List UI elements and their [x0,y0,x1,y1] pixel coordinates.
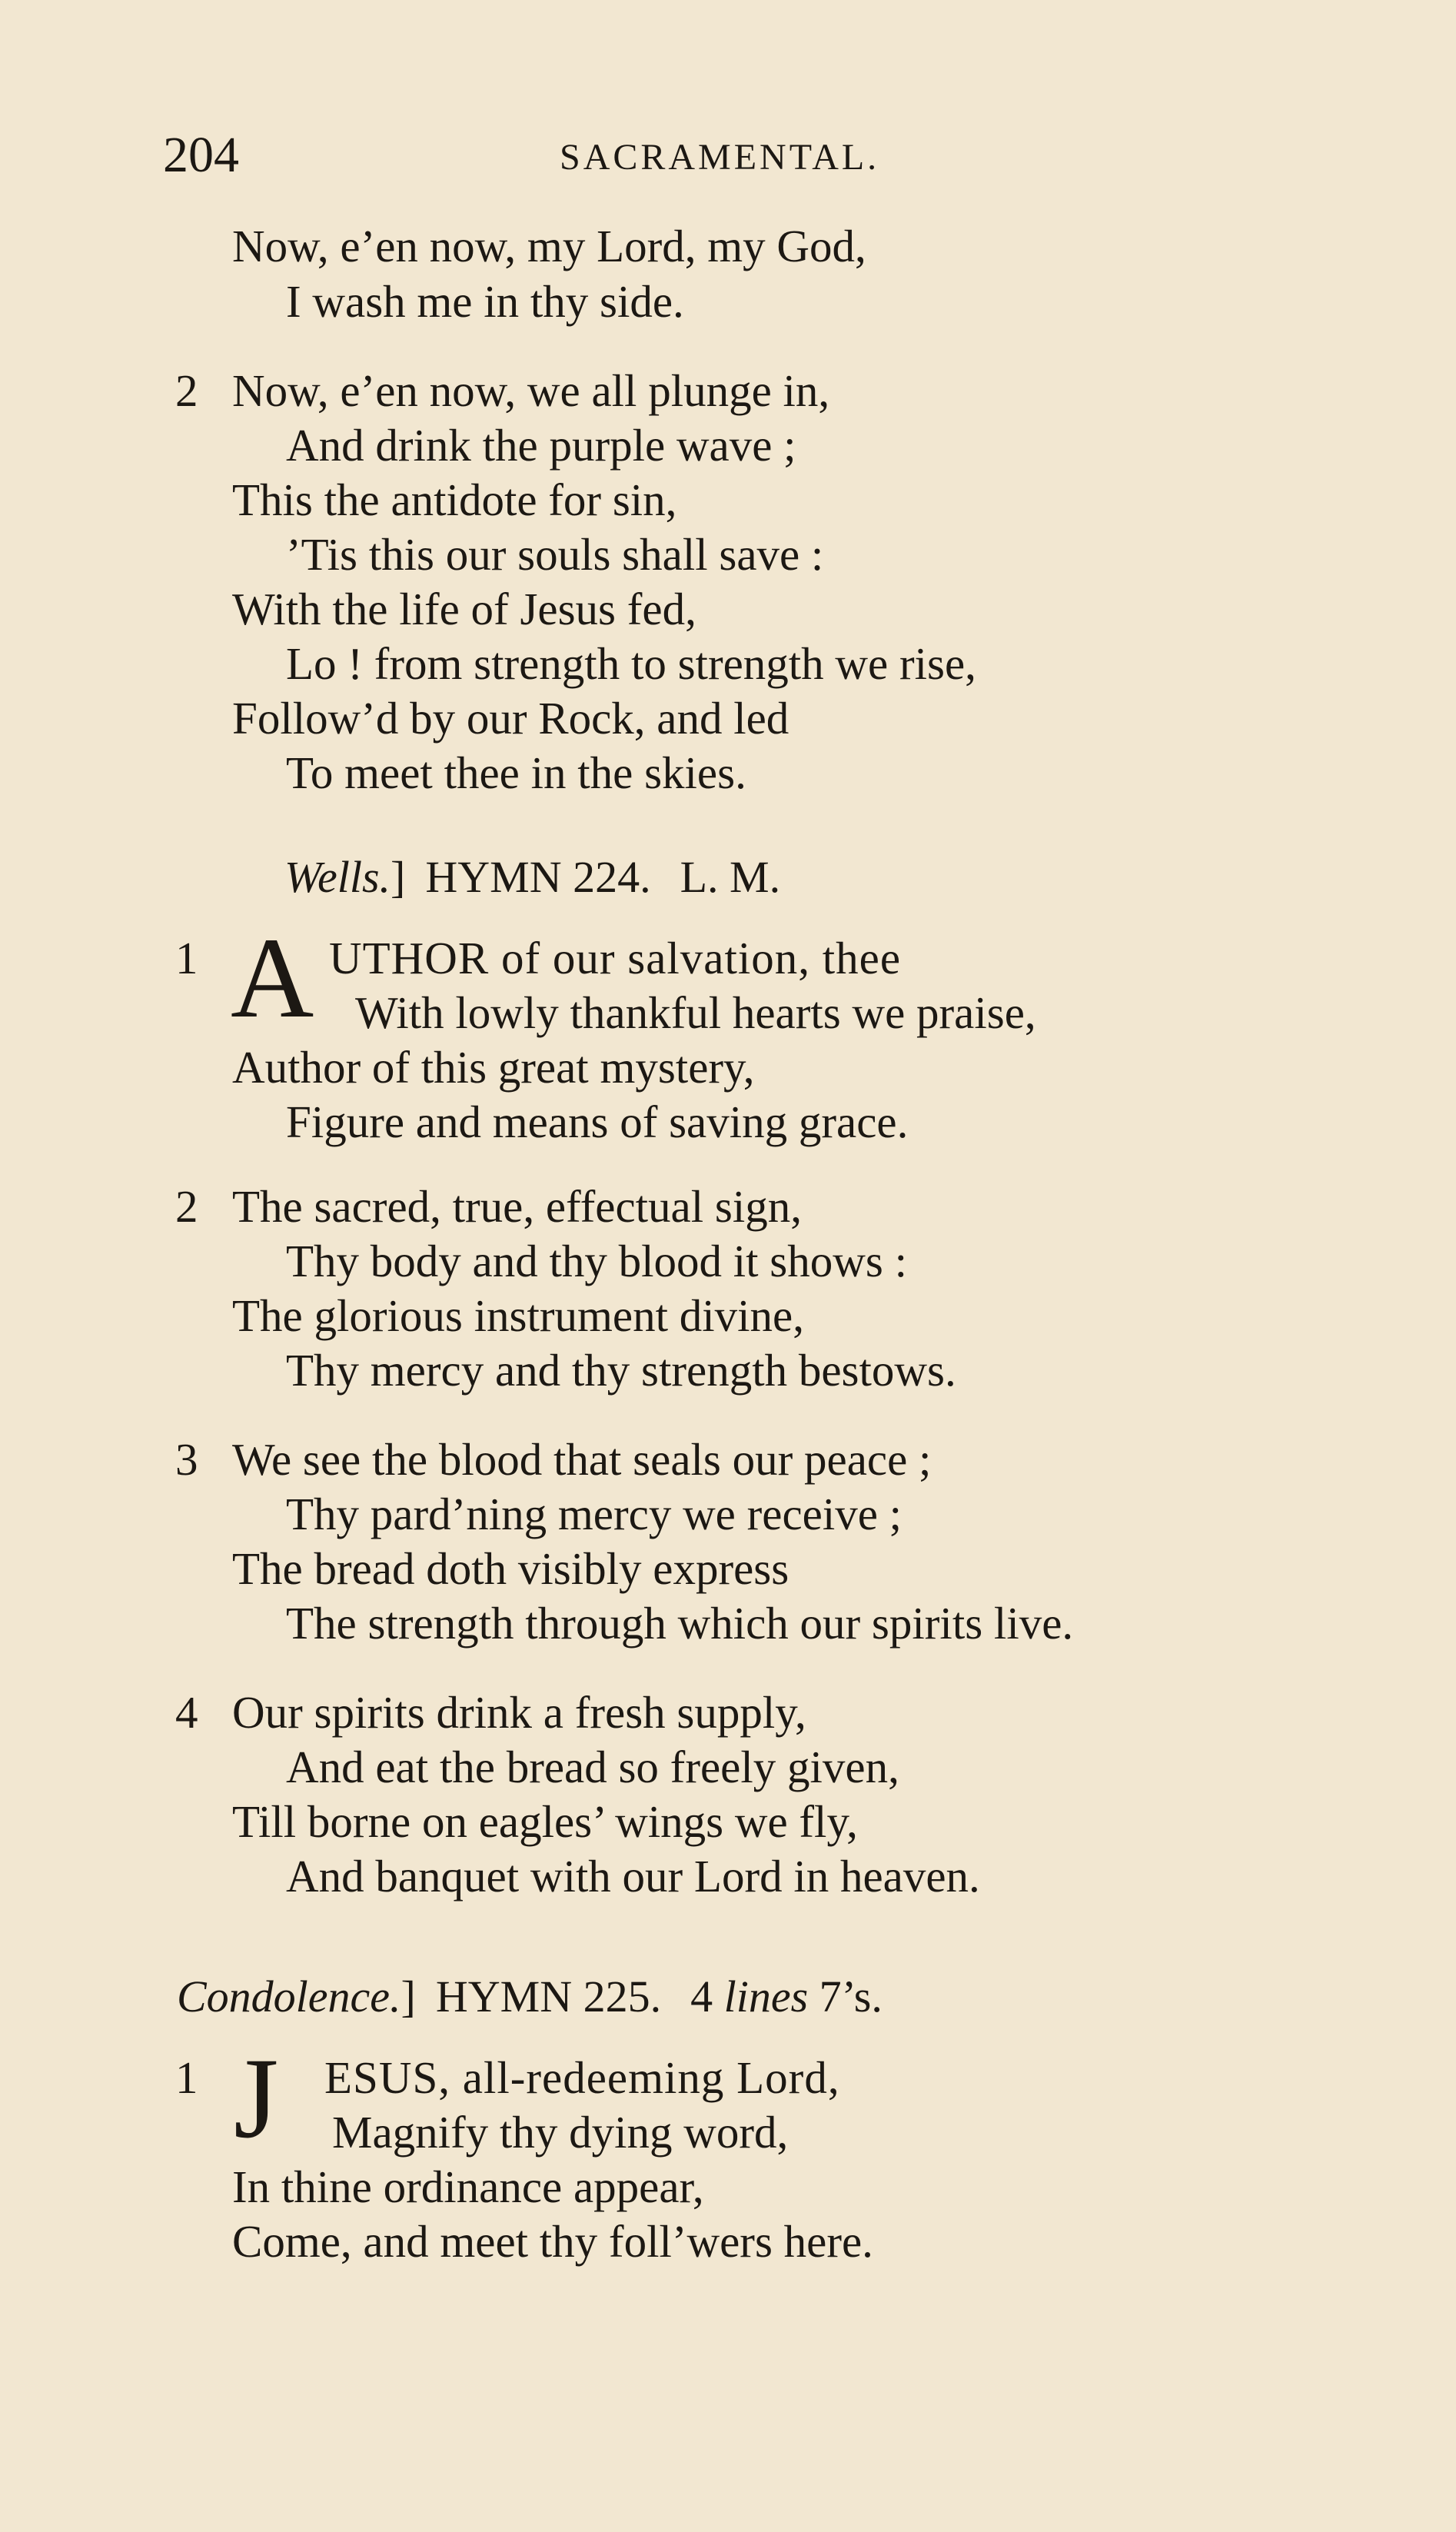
verse-line: The strength through which our spirits live. [286,1598,1074,1649]
verse-number: 2 [175,1181,198,1232]
verse-line: ’Tis this our souls shall save : [286,529,824,580]
verse-line: Thy mercy and thy strength bestows. [286,1345,956,1396]
hymn-meter-suffix: 7’s. [819,1971,883,2021]
running-head: SACRAMENTAL. [560,137,880,178]
verse-line: Our spirits drink a fresh supply, [232,1687,806,1738]
verse-line: Lo ! from strength to strength we rise, [286,638,976,689]
verse-number: 2 [175,365,198,416]
verse-line: Till borne on eagles’ wings we fly, [232,1796,858,1847]
verse-line: And eat the bread so freely given, [286,1742,899,1792]
verse-line: I wash me in thy side. [286,276,684,327]
verse-line: Magnify thy dying word, [332,2107,789,2158]
verse-line: The bread doth visibly express [232,1543,789,1594]
verse-line: Now, e’en now, we all plunge in, [232,365,830,416]
verse-number: 4 [175,1687,198,1738]
verse-line: With the life of Jesus fed, [232,584,696,634]
hymn-meter-italic: lines [723,1971,809,2021]
verse-line: In thine ordinance appear, [232,2161,704,2212]
hymn-meter: L. M. [680,852,781,902]
tune-name: Condolence. [177,1971,401,2021]
hymn-meter-number: 4 [690,1971,713,2021]
tune-name: Wells. [284,852,391,902]
verse-line: The sacred, true, effectual sign, [232,1181,802,1232]
verse-line: To meet thee in the skies. [286,747,746,798]
drop-cap: A [231,914,314,1042]
verse-line: This the antidote for sin, [232,474,677,525]
hymn-number: HYMN 224. [425,852,651,902]
verse-number: 3 [175,1434,198,1485]
verse-line: Follow’d by our Rock, and led [232,693,789,744]
tune-bracket: ] [391,852,406,902]
verse-line: And drink the purple wave ; [286,420,796,471]
verse-line: We see the blood that seals our peace ; [232,1434,932,1485]
verse-line: UTHOR of our salvation, thee [329,933,902,983]
verse-line: Thy pard’ning mercy we receive ; [286,1489,903,1539]
verse-line: Now, e’en now, my Lord, my God, [232,221,866,271]
verse-line: The glorious instrument divine, [232,1290,804,1341]
page-number: 204 [163,127,239,183]
hymn-224-heading [284,849,780,906]
drop-cap: J [234,2035,279,2162]
verse-line: Come, and meet thy foll’wers here. [232,2216,873,2267]
verse-line: ESUS, all-redeeming Lord, [324,2052,840,2103]
verse-line: Figure and means of saving grace. [286,1096,909,1147]
hymn-number: HYMN 225. [435,1971,662,2021]
hymn-225-heading [177,1968,883,2025]
verse-number: 1 [175,933,198,983]
verse-line: Author of this great mystery, [232,1042,755,1093]
verse-number: 1 [175,2052,198,2103]
verse-line: And banquet with our Lord in heaven. [286,1851,980,1901]
verse-line: With lowly thankful hearts we praise, [355,987,1036,1038]
verse-line: Thy body and thy blood it shows : [286,1236,907,1286]
tune-bracket: ] [401,1971,416,2021]
